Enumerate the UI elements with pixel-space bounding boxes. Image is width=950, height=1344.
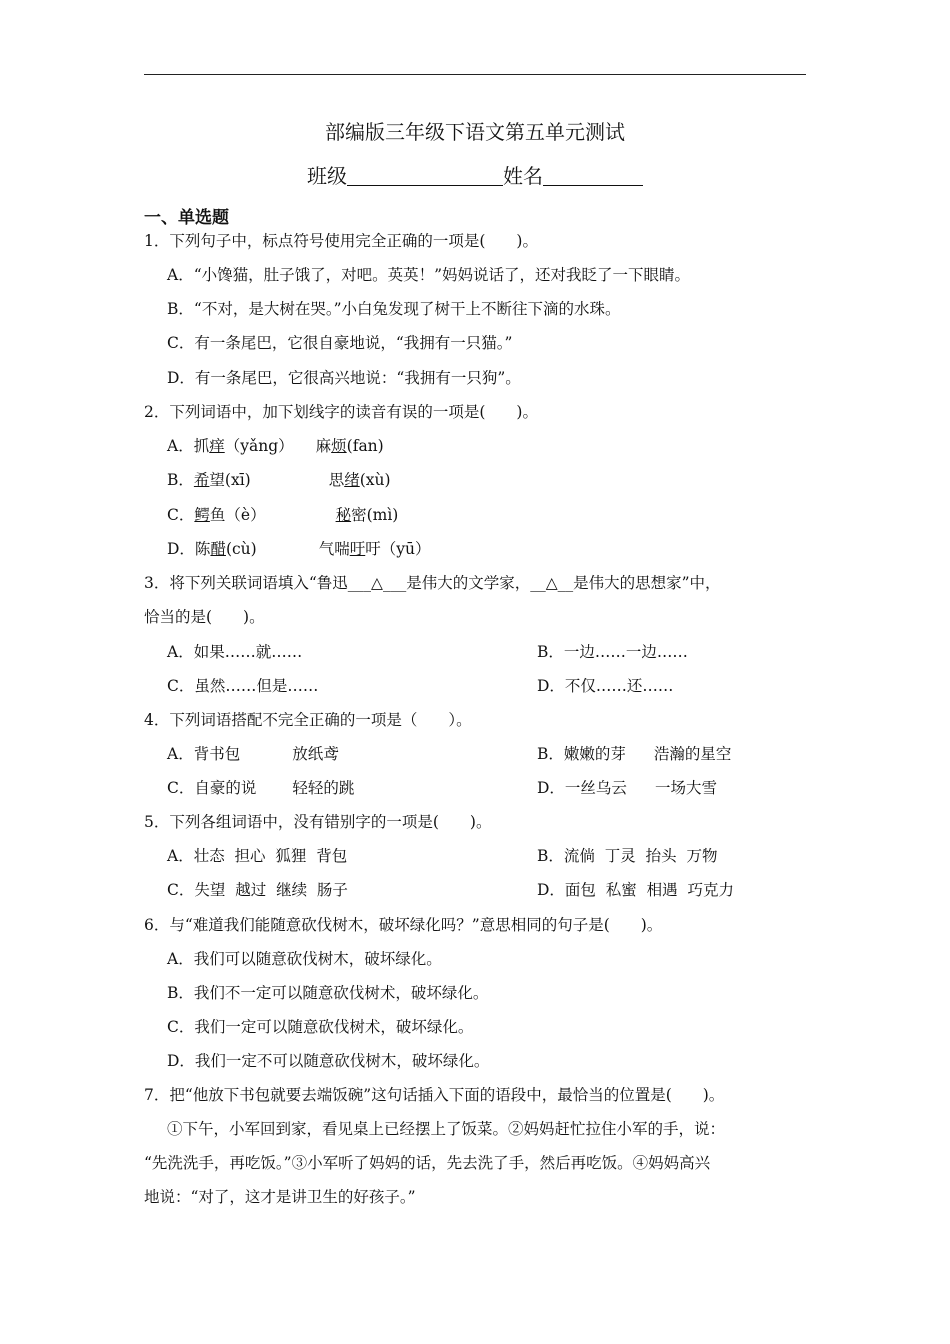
question-6-option-c[interactable]: C．我们一定可以随意砍伐树术，破坏绿化。 (167, 1018, 474, 1036)
question-2-option-d[interactable]: D．陈醋(cù) 气喘吁吁（yū） (167, 540, 431, 558)
question-3-option-b[interactable]: B．一边……一边…… (537, 643, 688, 661)
question-5-option-d[interactable]: D．面包 私蜜 相遇 巧克力 (537, 881, 734, 899)
question-3-option-a[interactable]: A．如果……就…… (167, 643, 303, 661)
question-2-option-b[interactable]: B．希望(xī) 思绪(xù) (167, 471, 391, 489)
question-3-stem-line1: 3．将下列关联词语填入“鲁迅___△___是伟大的文学家，__△__是伟大的思想家”中， (144, 574, 721, 592)
question-7-stem: 7．把“他放下书包就要去端饭碗”这句话插入下面的语段中，最恰当的位置是( )。 (144, 1086, 725, 1104)
question-7-paragraph-line3: 地说：“对了，这才是讲卫生的好孩子。” (144, 1188, 416, 1206)
question-1-stem: 1．下列句子中，标点符号使用完全正确的一项是( )。 (144, 232, 538, 250)
question-2-option-a[interactable]: A．抓痒（yǎng） 麻烦(fan) (167, 437, 384, 455)
page-title: 部编版三年级下语文第五单元测试 (325, 120, 625, 144)
question-5-option-a[interactable]: A．壮态 担心 狐狸 背包 (167, 847, 348, 865)
question-3-option-d[interactable]: D．不仅……还…… (537, 677, 674, 695)
question-1-option-c[interactable]: C．有一条尾巴，它很自豪地说，“我拥有一只猫。” (167, 334, 513, 352)
question-6-option-a[interactable]: A．我们可以随意砍伐树木，破坏绿化。 (167, 950, 442, 968)
question-1-option-d[interactable]: D．有一条尾巴，它很高兴地说：“我拥有一只狗”。 (167, 369, 521, 387)
question-6-option-b[interactable]: B．我们不一定可以随意砍伐树术，破坏绿化。 (167, 984, 489, 1002)
header-rule (144, 74, 806, 75)
question-1-option-a[interactable]: A．“小馋猫，肚子饿了，对吧。英英！”妈妈说话了，还对我眨了一下眼睛。 (167, 266, 691, 284)
question-5-option-c[interactable]: C．失望 越过 继续 肠子 (167, 881, 348, 899)
question-5-stem: 5．下列各组词语中，没有错别字的一项是( )。 (144, 813, 492, 831)
question-2-stem: 2．下列词语中，加下划线字的读音有误的一项是( )。 (144, 403, 538, 421)
class-label: 班级 (307, 164, 347, 188)
name-label: 姓名 (503, 164, 543, 188)
question-2-option-c[interactable]: C．鳄鱼（è） 秘密(mì) (167, 506, 399, 524)
question-6-option-d[interactable]: D．我们一定不可以随意砍伐树木，破坏绿化。 (167, 1052, 490, 1070)
question-5-option-b[interactable]: B．流倘 丁灵 抬头 万物 (537, 847, 718, 865)
question-1-option-b[interactable]: B．“不对，是大树在哭。”小白兔发现了树干上不断往下滴的水珠。 (167, 300, 621, 318)
question-4-option-b[interactable]: B．嫩嫩的芽 浩瀚的星空 (537, 745, 732, 763)
class-blank[interactable] (347, 165, 503, 186)
section-title: 一、单选题 (144, 208, 229, 228)
question-7-paragraph-line1: ①下午，小军回到家，看见桌上已经摆上了饭菜。②妈妈赶忙拉住小军的手，说： (167, 1120, 726, 1138)
question-6-stem: 6．与“难道我们能随意砍伐树木，破坏绿化吗？”意思相同的句子是( )。 (144, 916, 663, 934)
question-7-paragraph-line2: “先洗洗手，再吃饭。”③小军听了妈妈的话，先去洗了手，然后再吃饭。④妈妈高兴 (144, 1154, 711, 1172)
question-4-stem: 4．下列词语搭配不完全正确的一项是（ ）。 (144, 711, 472, 729)
name-blank[interactable] (543, 165, 643, 186)
name-row (0, 160, 950, 189)
question-4-option-d[interactable]: D．一丝乌云 一场大雪 (537, 779, 717, 797)
question-3-stem-line2: 恰当的是( )。 (144, 608, 265, 626)
question-4-option-a[interactable]: A．背书包 放纸鸢 (167, 745, 339, 763)
question-3-option-c[interactable]: C．虽然……但是…… (167, 677, 319, 695)
question-4-option-c[interactable]: C．自豪的说 轻轻的跳 (167, 779, 355, 797)
